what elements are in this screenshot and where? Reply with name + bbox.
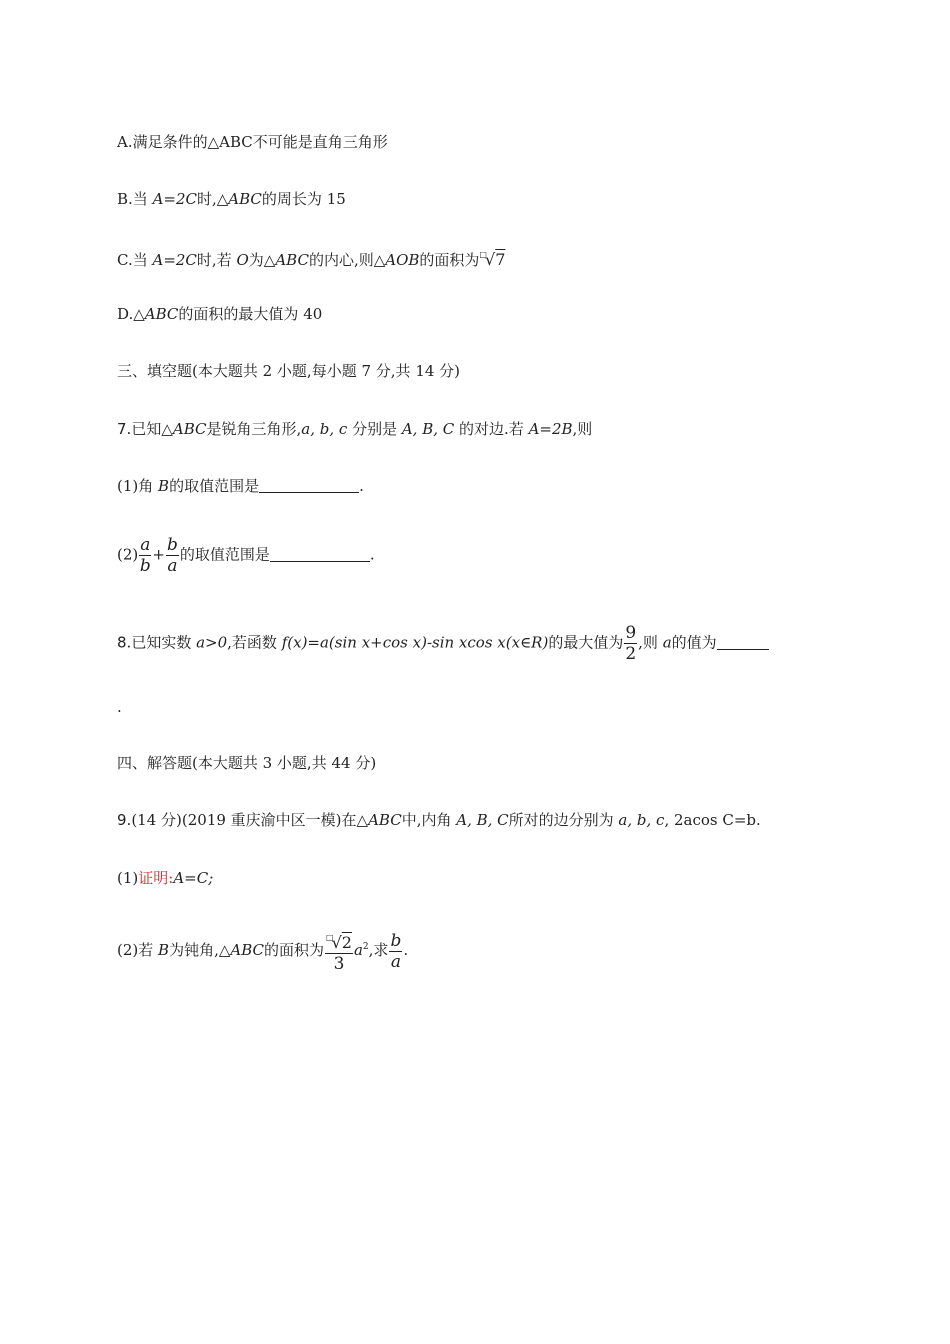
question-9-part-2 <box>117 928 408 974</box>
label: (1)角 <box>117 477 159 495</box>
var: B <box>158 941 170 959</box>
numerator: a <box>140 535 151 555</box>
option-b <box>117 188 346 210</box>
text: .已知实数 <box>126 633 197 652</box>
text: 的对边.若 <box>454 420 529 438</box>
triangle-aob: AOB <box>385 251 420 269</box>
question-9 <box>117 809 761 831</box>
fraction-b-over-a <box>166 535 179 576</box>
text: 的最大值为 <box>548 633 624 652</box>
triangle: ABC <box>172 420 207 438</box>
text: ,若函数 <box>227 633 282 652</box>
text: 的面积的最大值为 40 <box>178 305 323 323</box>
function: f(x)=a(sin x+cos x)-sin xcos x(x∈R) <box>281 633 549 652</box>
section-4-title: 四、解答题(本大题共 3 小题,共 44 分) <box>117 754 377 772</box>
text: 时,△ <box>196 190 229 208</box>
var: B <box>158 477 170 495</box>
text: D.△ <box>117 305 145 323</box>
label: (2) <box>117 545 139 564</box>
denominator: a <box>390 951 401 972</box>
triangle: ABC <box>230 941 264 959</box>
text: 为△ <box>248 251 276 269</box>
question-8-end: . <box>117 698 122 716</box>
question-number: 9 <box>117 811 127 829</box>
denominator: b <box>139 556 151 576</box>
option-c <box>117 244 505 271</box>
text: 的面积为 <box>264 941 325 959</box>
text: B.当 <box>117 190 153 208</box>
condition: a>0 <box>196 633 228 652</box>
fraction-root2-over-3 <box>325 928 353 974</box>
text: 的面积为 <box>419 251 480 269</box>
denominator: a <box>167 556 178 576</box>
question-8 <box>117 623 769 664</box>
text: ,则 <box>638 633 663 652</box>
denominator: 2 <box>625 644 637 664</box>
radicand: 2 <box>341 933 352 952</box>
text: 所对的边分别为 <box>508 811 619 829</box>
text: 分别是 <box>347 420 402 438</box>
text: . <box>403 941 409 959</box>
label: (2)若 <box>117 941 159 959</box>
text: 中,内角 <box>401 811 457 829</box>
proof-label: 证明: <box>138 869 174 887</box>
numerator: □√2 <box>325 928 353 954</box>
text: 是锐角三角形, <box>206 420 302 438</box>
text: 的周长为 15 <box>261 190 346 208</box>
denominator: 3 <box>333 954 345 974</box>
condition: A=2C <box>152 251 197 269</box>
angle-vars: A, B, C <box>456 811 509 829</box>
option-d <box>117 303 322 325</box>
numerator: b <box>390 930 402 951</box>
answer-blank[interactable] <box>259 476 359 493</box>
condition: A=2B <box>528 420 573 438</box>
fraction-a-over-b <box>139 535 151 576</box>
triangle: ABC <box>275 251 309 269</box>
section-3-title: 三、填空题(本大题共 2 小题,每小题 7 分,共 14 分) <box>117 362 461 380</box>
question-9-part-1 <box>117 867 213 889</box>
text: 的取值范围是 <box>169 477 260 495</box>
triangle: ABC <box>144 305 179 323</box>
text: .已知△ <box>126 420 173 438</box>
label: (1) <box>117 869 139 887</box>
numerator: 9 <box>625 623 637 643</box>
question-number: 7 <box>117 420 127 438</box>
fraction-9-over-2 <box>624 623 637 664</box>
plus: + <box>152 545 165 564</box>
text: , 2acos C=b. <box>664 811 761 829</box>
angle-vars: A, B, C <box>401 420 455 438</box>
point-o: O <box>236 251 249 269</box>
question-number: 8 <box>117 633 127 652</box>
side-vars: a, b, c <box>618 811 665 829</box>
question-7-part-2 <box>117 535 375 576</box>
answer-blank[interactable] <box>270 545 370 562</box>
text: 时,若 <box>196 251 237 269</box>
radicand: 7 <box>495 250 506 269</box>
answer-blank[interactable] <box>717 633 769 650</box>
text: ,求 <box>368 941 389 959</box>
text: A=C; <box>173 869 214 887</box>
question-7-part-1 <box>117 475 364 497</box>
text: . <box>359 477 364 495</box>
text: C.当 <box>117 251 153 269</box>
condition: A=2C <box>152 190 197 208</box>
side-vars: a, b, c <box>301 420 348 438</box>
text: 的内心,则△ <box>308 251 386 269</box>
text: ,则 <box>572 420 593 438</box>
option-a: A.满足条件的△ABC不可能是直角三角形 <box>117 133 388 151</box>
var-a: a <box>353 941 363 959</box>
numerator: b <box>166 535 178 555</box>
text: 的值为 <box>671 633 717 652</box>
question-7 <box>117 418 592 440</box>
exponent: 2 <box>362 942 369 952</box>
triangle: ABC <box>368 811 402 829</box>
text: . <box>369 545 375 564</box>
fraction-b-over-a <box>389 931 402 972</box>
radical: □√7 <box>479 250 506 269</box>
var: a <box>662 633 672 652</box>
triangle: ABC <box>228 190 262 208</box>
text: 的取值范围是 <box>179 545 270 564</box>
text: 为钝角,△ <box>169 941 231 959</box>
text: .(14 分)(2019 重庆渝中区一模)在△ <box>126 811 369 829</box>
